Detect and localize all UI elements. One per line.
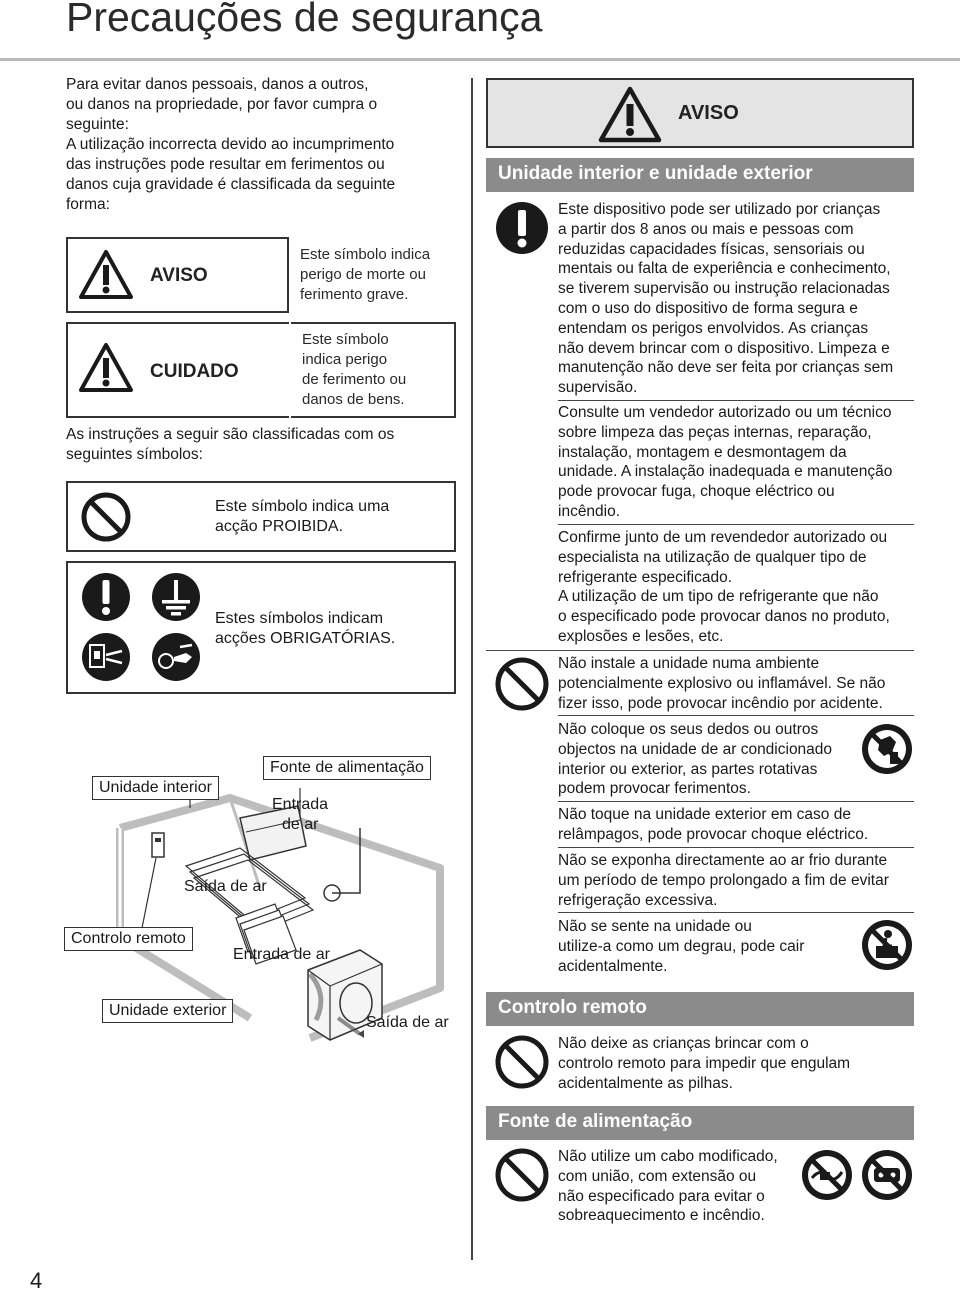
text-line: acidentalmente as pilhas.: [558, 1074, 733, 1092]
earth-ground-icon: [150, 571, 202, 623]
air-outlet-label: Saída de ar: [184, 878, 267, 895]
no-modified-cable-icon: [800, 1148, 854, 1202]
section1-paragraph-7: [558, 851, 918, 910]
text-line: instalação, montagem e desmontagem da: [558, 443, 847, 461]
text-line: sobreaquecimento e incêndio.: [558, 1207, 765, 1225]
text-line: manutenção não deve ser feita por crianças sem: [558, 359, 894, 377]
text-line: não devem brincar com o dispositivo. Limpeza e: [558, 339, 890, 357]
intro-line: forma:: [66, 196, 110, 213]
mandatory-desc-line: Estes símbolos indicam: [215, 610, 384, 627]
text-line: acidentalmente.: [558, 957, 668, 975]
text-line: objectos na unidade de ar condicionado: [558, 740, 833, 758]
prohibited-symbol-box: [66, 481, 456, 552]
text-line: Não instale a unidade numa ambiente: [558, 655, 820, 672]
section1-paragraph-8: [558, 917, 858, 976]
text-line: mentais ou falta de experiência e conhecimento,: [558, 260, 891, 278]
aviso-desc-line: ferimento grave.: [300, 286, 409, 303]
text-line: sobre limpeza das peças internas, reparação,: [558, 423, 872, 441]
prohibited-icon: [494, 1034, 550, 1090]
text-line: reduzidas capacidades físicas, sensoriais ou: [558, 240, 865, 258]
intro-line: A utilização incorrecta devido ao incumprimento: [66, 136, 395, 153]
separator: [558, 524, 914, 525]
outdoor-air-outlet-label: Saída de ar: [366, 1014, 449, 1031]
text-line: Não utilize um cabo modificado,: [558, 1148, 778, 1165]
text-line: Consulte um vendedor autorizado ou um técnico: [558, 404, 892, 421]
text-line: Não se sente na unidade ou: [558, 918, 752, 935]
text-line: o especificado pode provocar danos no produto,: [558, 608, 890, 626]
aviso-header-label: AVISO: [678, 102, 739, 124]
symbols-intro: [66, 425, 466, 465]
text-line: especialista na utilização de qualquer tipo de: [558, 548, 867, 566]
symbols-intro-line: As instruções a seguir são classificadas com os: [66, 426, 395, 443]
text-line: com união, com extensão ou: [558, 1167, 757, 1185]
text-line: supervisão.: [558, 379, 638, 397]
cuidado-desc-line: danos de bens.: [302, 391, 405, 408]
separator: [558, 912, 914, 913]
prohibited-icon: [494, 656, 550, 712]
intro-line: danos cuja gravidade é classificada da seguinte: [66, 176, 396, 193]
aviso-severity-box: [66, 237, 289, 313]
aviso-description: [300, 245, 460, 305]
outdoor-air-inlet-label: Entrada de ar: [233, 946, 330, 963]
section-heading-remote: Controlo remoto: [486, 992, 914, 1026]
text-line: Não deixe as crianças brincar com o: [558, 1035, 809, 1052]
text-line: com o uso do dispositivo de forma segura e: [558, 299, 858, 317]
text-line: utilize-a como um degrau, pode cair: [558, 937, 805, 955]
prohibited-desc-line: Este símbolo indica uma: [215, 498, 390, 515]
section1-paragraph-6: [558, 805, 918, 845]
separator: [558, 801, 914, 802]
text-line: relâmpagos, pode provocar choque eléctrico.: [558, 825, 869, 843]
no-extension-cord-icon: [860, 1148, 914, 1202]
text-line: controlo remoto para impedir que engulam: [558, 1054, 851, 1072]
mandatory-exclamation-icon: [80, 571, 132, 623]
prohibited-description: [215, 497, 389, 537]
section2-paragraph-1: [558, 1034, 918, 1093]
no-sitting-icon: [860, 918, 914, 972]
aviso-desc-line: Este símbolo indica: [300, 246, 431, 263]
section1-paragraph-5: [558, 720, 858, 799]
text-line: pode provocar fuga, choque eléctrico ou: [558, 483, 835, 501]
section-heading-power-supply: Fonte de alimentação: [486, 1106, 914, 1140]
section1-paragraph-3: [558, 528, 918, 647]
caution-triangle-icon: [78, 342, 134, 394]
intro-line: seguinte:: [66, 116, 129, 133]
prohibited-icon: [80, 491, 132, 543]
text-line: explosões e lesões, etc.: [558, 627, 724, 645]
cuidado-label: CUIDADO: [150, 361, 239, 382]
symbols-intro-line: seguintes símbolos:: [66, 446, 203, 463]
section1-paragraph-4: [558, 654, 918, 713]
remote-control-label: Controlo remoto: [64, 927, 193, 951]
text-line: se tiverem supervisão ou instrução relacionadas: [558, 280, 890, 298]
cuidado-desc-line: indica perigo: [302, 351, 388, 368]
text-line: potencialmente explosivo ou inflamável. Se não: [558, 674, 886, 692]
disconnect-plug-icon: [80, 631, 132, 683]
aviso-header-box: [486, 78, 914, 148]
air-inlet-label: de ar: [282, 816, 319, 833]
air-inlet-label: Entrada: [272, 796, 329, 813]
column-divider: [471, 78, 473, 1260]
unplug-hand-icon: [150, 631, 202, 683]
title-rule: [0, 58, 960, 61]
section1-paragraph-1: [558, 200, 918, 398]
text-line: unidade. A instalação inadequada e manutenção: [558, 463, 893, 481]
page-number: 4: [30, 1268, 43, 1293]
text-line: Este dispositivo pode ser utilizado por crianças: [558, 201, 881, 218]
text-line: um período de tempo prolongado a fim de evitar: [558, 871, 889, 889]
warning-triangle-icon: [598, 86, 662, 144]
text-line: incêndio.: [558, 502, 621, 520]
separator: [486, 650, 914, 651]
aviso-desc-line: perigo de morte ou: [300, 266, 426, 283]
mandatory-description: [215, 609, 395, 649]
text-line: entendam os perigos envolvidos. As crianças: [558, 319, 869, 337]
intro-line: das instruções pode resultar em ferimentos ou: [66, 156, 385, 173]
section-heading-indoor-outdoor: Unidade interior e unidade exterior: [486, 158, 914, 192]
cuidado-desc-line: de ferimento ou: [302, 371, 407, 388]
text-line: interior ou exterior, as partes rotativas: [558, 760, 818, 778]
section3-paragraph-1: [558, 1147, 798, 1226]
text-line: Não coloque os seus dedos ou outros: [558, 721, 819, 738]
aviso-label: AVISO: [150, 265, 208, 286]
warning-triangle-icon: [78, 249, 134, 301]
cuidado-desc-line: Este símbolo: [302, 331, 389, 348]
prohibited-icon: [494, 1147, 550, 1203]
text-line: a partir dos 8 anos ou mais e pessoas com: [558, 220, 854, 238]
indoor-unit-label: Unidade interior: [92, 776, 219, 800]
cuidado-description: [302, 330, 452, 410]
intro-paragraph: [66, 75, 466, 215]
page-title: Precauções de segurança: [66, 0, 543, 40]
mandatory-exclamation-icon: [494, 200, 550, 256]
text-line: Não toque na unidade exterior em caso de: [558, 806, 851, 823]
separator: [558, 847, 914, 848]
text-line: fizer isso, pode provocar incêndio por acidente.: [558, 694, 883, 712]
power-supply-label: Fonte de alimentação: [263, 756, 431, 780]
text-line: Não se exponha directamente ao ar frio durante: [558, 852, 888, 869]
intro-line: Para evitar danos pessoais, danos a outros,: [66, 76, 369, 93]
mandatory-symbols-box: [66, 561, 456, 694]
installation-diagram: [60, 748, 470, 1048]
text-line: Confirme junto de um revendedor autorizado ou: [558, 529, 888, 546]
mandatory-desc-line: acções OBRIGATÓRIAS.: [215, 630, 396, 647]
section1-paragraph-2: [558, 403, 918, 522]
outdoor-unit-label: Unidade exterior: [102, 999, 233, 1023]
text-line: refrigerante especificado.: [558, 568, 733, 586]
separator: [558, 400, 914, 401]
text-line: A utilização de um tipo de refrigerante que não: [558, 588, 879, 606]
text-line: não especificado para evitar o: [558, 1187, 765, 1205]
separator: [558, 715, 914, 716]
prohibited-desc-line: acção PROIBIDA.: [215, 518, 344, 535]
text-line: refrigeração excessiva.: [558, 891, 718, 909]
no-fingers-icon: [860, 722, 914, 776]
intro-line: ou danos na propriedade, por favor cumpra o: [66, 96, 378, 113]
text-line: podem provocar ferimentos.: [558, 780, 751, 798]
